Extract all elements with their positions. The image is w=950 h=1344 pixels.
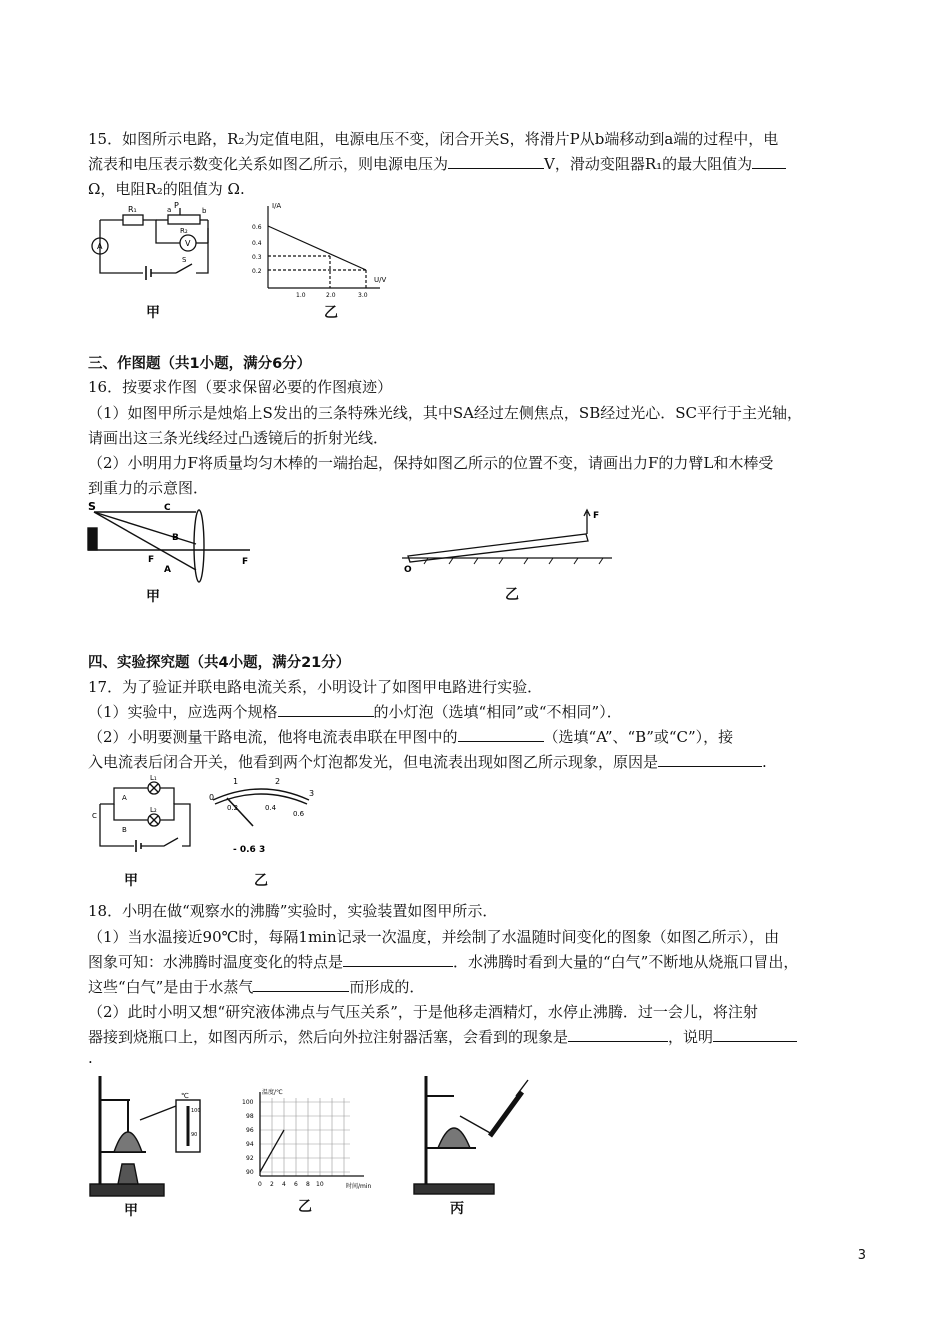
q16-caption-yi: 乙 bbox=[505, 587, 519, 603]
q15-line2-text-a: 流表和电压表示数变化关系如图乙所示，则电源电压为 bbox=[88, 155, 449, 173]
q17-ammeter-figure bbox=[205, 774, 320, 864]
flask bbox=[114, 1132, 142, 1152]
wire bbox=[196, 228, 208, 273]
q16-lens-figure bbox=[84, 498, 264, 583]
y-label: I/A bbox=[272, 202, 282, 210]
base bbox=[414, 1184, 494, 1194]
q16-caption-jia: 甲 bbox=[146, 589, 160, 605]
tick-0-6: 0.6 bbox=[293, 810, 305, 818]
label-r1: R₁ bbox=[128, 205, 137, 214]
syringe bbox=[490, 1092, 522, 1136]
tick-1: 1 bbox=[233, 777, 239, 786]
label-f: F bbox=[593, 511, 600, 521]
y-tick: 0.6 bbox=[252, 224, 262, 231]
q17-part1 bbox=[88, 701, 622, 722]
label-a: A bbox=[122, 794, 127, 802]
q18-blank-state-change[interactable] bbox=[253, 977, 349, 992]
candle bbox=[88, 528, 97, 550]
x-tick: 2.0 bbox=[326, 292, 336, 298]
q17-line1: 17．为了验证并联电路电流关系，小明设计了如图甲电路进行实验． bbox=[88, 678, 543, 696]
tube bbox=[460, 1116, 492, 1134]
label-s: S bbox=[88, 500, 96, 513]
q17-part2-text-a: （2）小明要测量干路电流，他将电流表串联在甲图中的 bbox=[88, 728, 458, 746]
x-label: 时间/min bbox=[346, 1183, 372, 1190]
tick-2: 2 bbox=[275, 777, 281, 786]
q15-line1: 15．如图所示电路，R₂为定值电阻，电源电压不变，闭合开关S，将滑片P从b端移动到a端的过程中，电 bbox=[88, 130, 779, 148]
tick-0-4: 0.4 bbox=[265, 804, 277, 812]
convex-lens bbox=[194, 510, 204, 582]
label-l2: L₂ bbox=[150, 806, 157, 814]
tick-0: 0 bbox=[209, 793, 215, 802]
q18-line1: 18．小明在做“观察水的沸腾”实验时，实验装置如图甲所示． bbox=[88, 902, 498, 920]
q16-p2-line2: 到重力的示意图． bbox=[88, 479, 209, 497]
q17-part2-text-b: （选填“A”、“B”或“C”），接 bbox=[543, 728, 734, 746]
label-s: S bbox=[182, 256, 187, 264]
y-tick: 90 bbox=[246, 1169, 254, 1176]
r1-resistor bbox=[123, 215, 143, 225]
tick-3: 3 bbox=[309, 789, 315, 798]
page-number: 3 bbox=[857, 1248, 866, 1263]
flask bbox=[438, 1128, 470, 1148]
label-b: B bbox=[172, 533, 179, 543]
ray-sa bbox=[94, 512, 196, 570]
y-tick: 94 bbox=[246, 1141, 254, 1148]
label-90: 90 bbox=[191, 1132, 198, 1138]
q16-p2-line1: （2）小明用力F将质量均匀木棒的一端抬起，保持如图乙所示的位置不变，请画出力F的力臂L和木棒受 bbox=[88, 454, 774, 472]
label-a: a bbox=[167, 206, 172, 214]
label-100: 100 bbox=[191, 1108, 201, 1114]
label-l1: L₁ bbox=[150, 774, 157, 782]
q17-circuit-figure bbox=[86, 774, 196, 864]
wire bbox=[100, 804, 134, 846]
q16-title: 16．按要求作图（要求保留必要的作图痕迹） bbox=[88, 378, 393, 396]
q17-part1-text-a: （1）实验中，应选两个规格 bbox=[88, 703, 278, 721]
q18-p2-line2 bbox=[88, 1026, 797, 1047]
x-tick: 10 bbox=[316, 1181, 324, 1188]
label-p: P bbox=[174, 201, 179, 210]
q17-part2-line2 bbox=[88, 751, 767, 772]
x-tick: 6 bbox=[294, 1181, 298, 1188]
q15-caption-jia: 甲 bbox=[146, 305, 160, 321]
wire bbox=[182, 804, 190, 846]
label-celsius: ℃ bbox=[181, 1092, 189, 1100]
wire bbox=[100, 220, 143, 273]
q18-blank-temp-feature[interactable] bbox=[343, 952, 453, 967]
q17-part2-text-d: . bbox=[762, 753, 767, 771]
label-f-left: F bbox=[148, 555, 155, 565]
label-f-right: F bbox=[242, 557, 249, 567]
y-tick: 0.3 bbox=[252, 254, 262, 261]
meter-terminals: - 0.6 3 bbox=[233, 845, 266, 855]
q18-p1-line3 bbox=[88, 976, 424, 997]
base bbox=[90, 1184, 164, 1196]
q15-graph bbox=[250, 198, 400, 298]
zoom-line bbox=[140, 1106, 176, 1120]
q17-blank-spec[interactable] bbox=[278, 702, 374, 717]
needle bbox=[227, 798, 253, 826]
q18-syringe-figure bbox=[410, 1072, 535, 1200]
r2-rheostat bbox=[168, 215, 200, 224]
q17-blank-reason[interactable] bbox=[658, 752, 762, 767]
label-ammeter: A bbox=[97, 242, 103, 251]
x-tick: 2 bbox=[270, 1181, 274, 1188]
switch bbox=[141, 838, 178, 846]
q17-caption-jia: 甲 bbox=[124, 873, 138, 889]
q18-p2-text-b: ，说明 bbox=[668, 1028, 714, 1046]
label-a: A bbox=[164, 565, 171, 575]
y-label: 温度/℃ bbox=[262, 1089, 283, 1096]
section4-heading: 四、实验探究题（共4小题，满分21分） bbox=[88, 655, 351, 671]
y-tick: 100 bbox=[242, 1099, 254, 1106]
ground-hatch bbox=[424, 558, 603, 564]
q18-apparatus-figure bbox=[86, 1072, 216, 1202]
q17-part1-text-b: 的小灯泡（选填“相同”或“不相同”）． bbox=[373, 703, 622, 721]
q18-p2-text-a: 器接到烧瓶口上，如图丙所示，然后向外拉注射器活塞，会看到的现象是 bbox=[88, 1028, 569, 1046]
q17-blank-position[interactable] bbox=[458, 727, 544, 742]
label-b: B bbox=[122, 826, 127, 834]
ray-sb bbox=[94, 512, 196, 544]
q15-blank-voltage[interactable] bbox=[448, 154, 544, 169]
q18-temp-graph bbox=[238, 1088, 388, 1196]
q17-part2-text-c: 入电流表后闭合开关，他看到两个灯泡都发光，但电流表出现如图乙所示现象，原因是 bbox=[88, 753, 659, 771]
label-voltmeter: V bbox=[185, 239, 191, 248]
q18-p1-text-c: 这些“白气”是由于水蒸气 bbox=[88, 978, 254, 996]
q18-p1-text-d: 而形成的． bbox=[349, 978, 425, 996]
tick-0-2: 0.2 bbox=[227, 804, 239, 812]
x-tick: 1.0 bbox=[296, 292, 306, 298]
x-tick: 8 bbox=[306, 1181, 310, 1188]
q16-stick-figure bbox=[398, 506, 618, 576]
q15-blank-r1[interactable] bbox=[752, 154, 786, 169]
q18-blank-phenomenon[interactable] bbox=[568, 1027, 668, 1042]
label-b: b bbox=[202, 207, 207, 215]
alcohol-lamp bbox=[118, 1164, 138, 1184]
q15-line3: Ω，电阻R₂的阻值为 Ω. bbox=[88, 180, 245, 198]
x-label: U/V bbox=[374, 276, 387, 284]
q18-p1-line2 bbox=[88, 951, 798, 972]
label-r2: R₂ bbox=[180, 227, 188, 235]
label-o: O bbox=[404, 565, 412, 575]
q18-p1-text-a: 图象可知：水沸腾时温度变化的特点是 bbox=[88, 953, 344, 971]
y-tick: 98 bbox=[246, 1113, 254, 1120]
q16-p1-line2: 请画出这三条光线经过凸透镜后的折射光线． bbox=[88, 429, 389, 447]
iu-line bbox=[268, 226, 366, 270]
q18-caption-jia: 甲 bbox=[124, 1203, 138, 1219]
y-tick: 92 bbox=[246, 1155, 254, 1162]
q18-blank-conclusion[interactable] bbox=[713, 1027, 797, 1042]
switch-blade bbox=[176, 264, 192, 273]
q15-line2 bbox=[88, 153, 786, 174]
y-tick: 0.4 bbox=[252, 240, 262, 247]
q15-line2-text-b: V，滑动变阻器R₁的最大阻值为 bbox=[544, 155, 753, 173]
x-tick: 3.0 bbox=[358, 292, 368, 298]
x-tick: 0 bbox=[258, 1181, 262, 1188]
grid bbox=[260, 1098, 350, 1176]
q18-p2-line3: . bbox=[88, 1049, 93, 1067]
section3-heading: 三、作图题（共1小题，满分6分） bbox=[88, 356, 312, 372]
y-tick: 0.2 bbox=[252, 268, 262, 275]
q18-caption-bing: 丙 bbox=[450, 1201, 464, 1217]
branch-top bbox=[100, 788, 174, 804]
q18-caption-yi: 乙 bbox=[298, 1199, 312, 1215]
q18-p2-line1: （2）此时小明又想“研究液体沸点与气压关系”，于是他移走酒精灯，水停止沸腾．过一会儿，将注射 bbox=[88, 1003, 758, 1021]
q18-p1-line1: （1）当水温接近90℃时，每隔1min记录一次温度，并绘制了水温随时间变化的图象（如图乙所示），由 bbox=[88, 928, 780, 946]
q15-circuit-figure bbox=[88, 198, 228, 288]
x-tick: 4 bbox=[282, 1181, 286, 1188]
q15-caption-yi: 乙 bbox=[324, 305, 338, 321]
q17-part2-line1 bbox=[88, 726, 733, 747]
q16-p1-line1: （1）如图甲所示是烛焰上S发出的三条特殊光线，其中SA经过左侧焦点，SB经过光心．SC平行于主光轴， bbox=[88, 404, 802, 422]
y-tick: 96 bbox=[246, 1127, 254, 1134]
q17-caption-yi: 乙 bbox=[254, 873, 268, 889]
label-c: C bbox=[92, 812, 97, 820]
q18-p1-text-b: ．水沸腾时看到大量的“白气”不断地从烧瓶口冒出， bbox=[453, 953, 799, 971]
label-c: C bbox=[164, 503, 171, 513]
